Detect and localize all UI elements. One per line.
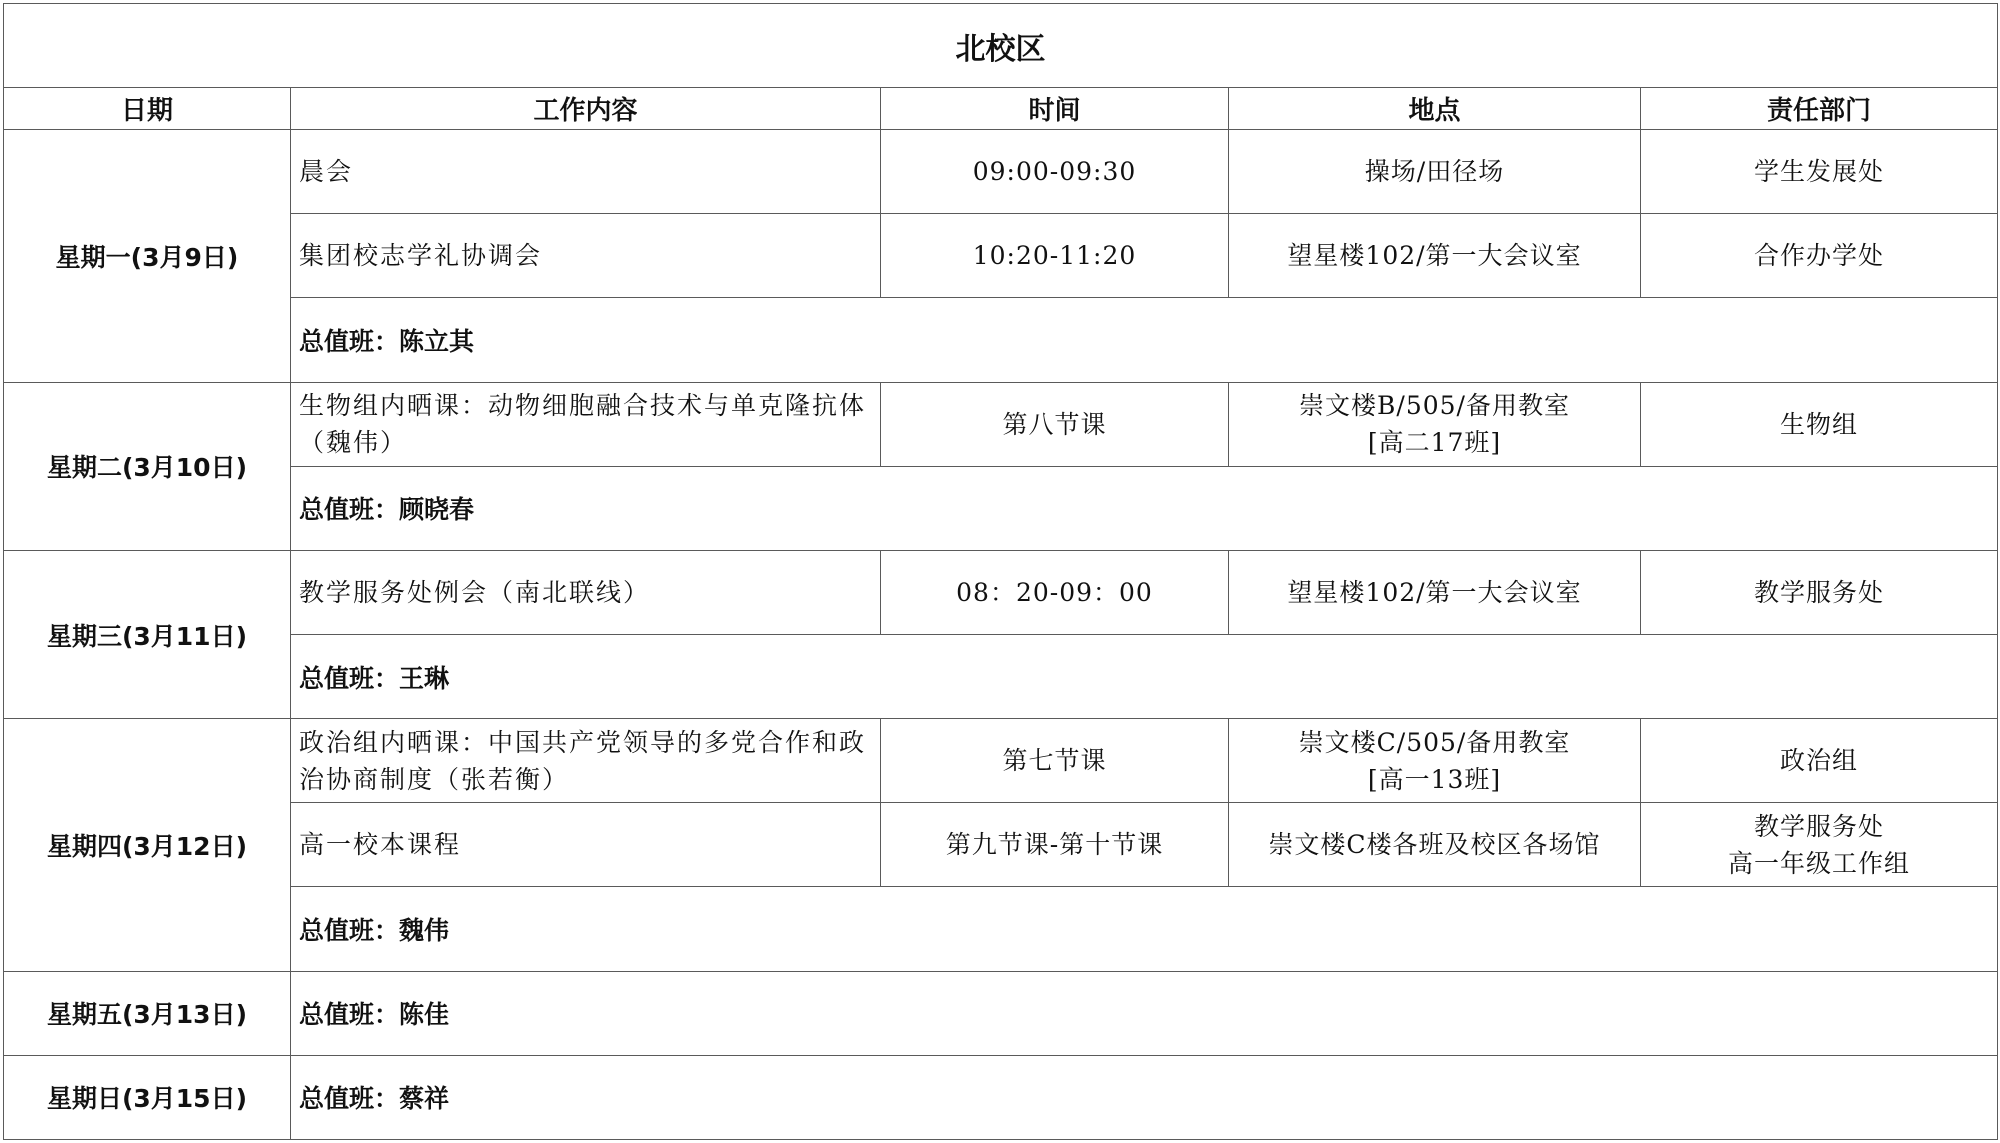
header-row (4, 88, 1998, 130)
day-cell: 星期二(3月10日) (4, 382, 291, 550)
location-cell: 望星楼102/第一大会议室 (1229, 214, 1641, 298)
department-cell: 合作办学处 (1641, 214, 1998, 298)
location-cell: 操场/田径场 (1229, 130, 1641, 214)
content-cell: 政治组内晒课：中国共产党领导的多党合作和政治协商制度（张若衡） (291, 719, 881, 803)
department-cell: 政治组 (1641, 719, 1998, 803)
title-row (4, 4, 1998, 88)
table-row (4, 719, 1998, 803)
table-row (4, 382, 1998, 466)
header-time: 时间 (881, 88, 1229, 130)
time-cell: 08：20-09：00 (881, 550, 1229, 634)
time-cell: 第七节课 (881, 719, 1229, 803)
table-row (4, 130, 1998, 214)
duty-row (4, 466, 1998, 550)
table-row (4, 971, 1998, 1055)
duty-cell: 总值班：顾晓春 (291, 466, 1998, 550)
header-content: 工作内容 (291, 88, 881, 130)
department-cell: 教学服务处 (1641, 550, 1998, 634)
time-cell: 09:00-09:30 (881, 130, 1229, 214)
table-row (4, 214, 1998, 298)
time-cell: 第八节课 (881, 382, 1229, 466)
duty-row (4, 887, 1998, 971)
department-cell: 学生发展处 (1641, 130, 1998, 214)
day-cell: 星期日(3月15日) (4, 1055, 291, 1139)
content-cell: 集团校志学礼协调会 (291, 214, 881, 298)
location-cell: 崇文楼C/505/备用教室 [高一13班] (1229, 719, 1641, 803)
content-cell: 高一校本课程 (291, 803, 881, 887)
duty-cell: 总值班：陈立其 (291, 298, 1998, 382)
duty-cell: 总值班：蔡祥 (291, 1055, 1998, 1139)
time-cell: 10:20-11:20 (881, 214, 1229, 298)
header-date: 日期 (4, 88, 291, 130)
location-cell: 崇文楼C楼各班及校区各场馆 (1229, 803, 1641, 887)
table-row (4, 1055, 1998, 1139)
day-cell: 星期一(3月9日) (4, 130, 291, 382)
day-cell: 星期四(3月12日) (4, 719, 291, 971)
header-department: 责任部门 (1641, 88, 1998, 130)
duty-row (4, 298, 1998, 382)
time-cell: 第九节课-第十节课 (881, 803, 1229, 887)
header-location: 地点 (1229, 88, 1641, 130)
duty-cell: 总值班：陈佳 (291, 971, 1998, 1055)
content-cell: 晨会 (291, 130, 881, 214)
table-row (4, 550, 1998, 634)
table-title: 北校区 (4, 4, 1998, 88)
location-cell: 崇文楼B/505/备用教室 [高二17班] (1229, 382, 1641, 466)
department-cell: 教学服务处 高一年级工作组 (1641, 803, 1998, 887)
location-cell: 望星楼102/第一大会议室 (1229, 550, 1641, 634)
content-cell: 教学服务处例会（南北联线） (291, 550, 881, 634)
content-cell: 生物组内晒课：动物细胞融合技术与单克隆抗体 （魏伟） (291, 382, 881, 466)
day-cell: 星期五(3月13日) (4, 971, 291, 1055)
duty-cell: 总值班：魏伟 (291, 887, 1998, 971)
table-row (4, 803, 1998, 887)
duty-cell: 总值班：王琳 (291, 635, 1998, 719)
day-cell: 星期三(3月11日) (4, 550, 291, 718)
duty-row (4, 635, 1998, 719)
schedule-table (3, 3, 1998, 1140)
department-cell: 生物组 (1641, 382, 1998, 466)
